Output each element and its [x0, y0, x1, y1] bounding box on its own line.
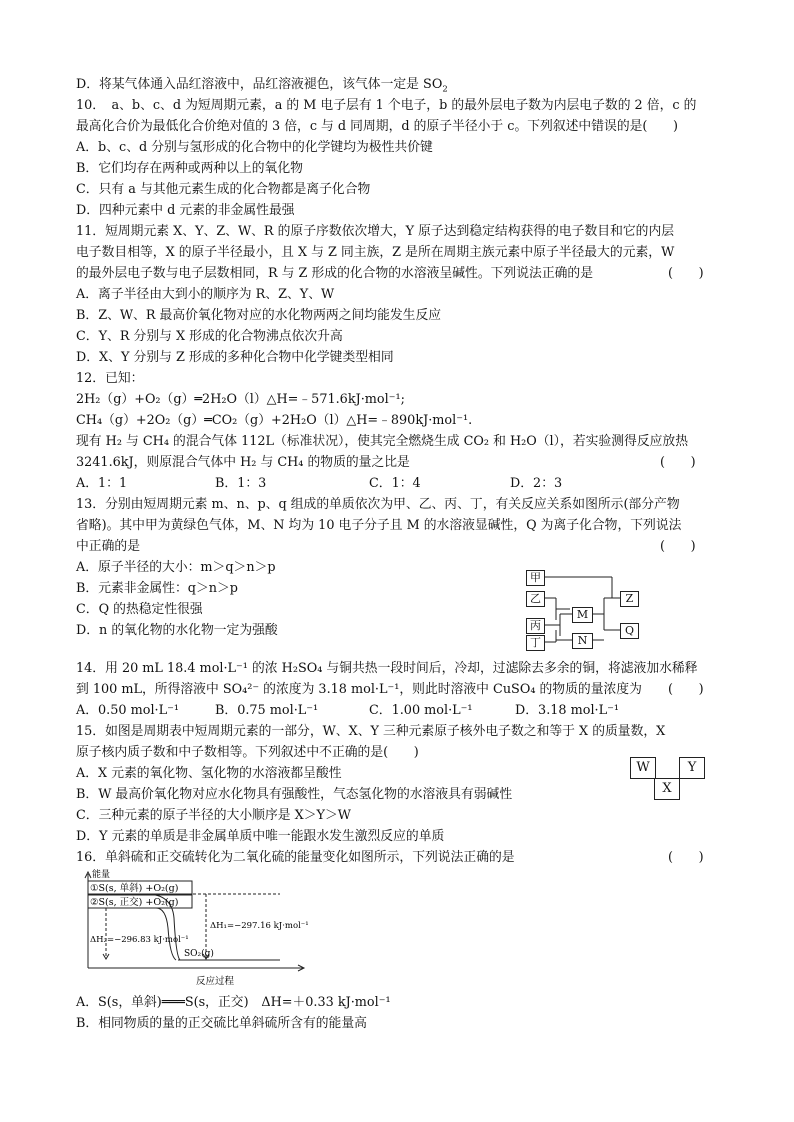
- q15-stem-2: 原子核内质子数和中子数相等。下列叙述中不正确的是( ): [76, 745, 419, 760]
- q10-option-b: B．它们均存在两种或两种以上的氧化物: [76, 161, 303, 176]
- level-1-label: ①S(s, 单斜) +O₂(g): [90, 883, 179, 894]
- q13-option-b: B．元素非金属性：q＞n＞p: [76, 581, 238, 596]
- q15-option-b: B．W 最高价氧化物对应水化物具有强酸性，气态氢化物的水溶液具有弱碱性: [76, 787, 513, 802]
- level-2-label: ②S(s, 正交) +O₂(g): [90, 897, 179, 908]
- q13-option-a: A．原子半径的大小：m＞q＞n＞p: [76, 560, 276, 575]
- q12-stem-1: 12．已知：: [76, 371, 144, 386]
- q16-option-b: B．相同物质的量的正交硫比单斜硫所含有的能量高: [76, 1016, 367, 1031]
- q11-stem-1: 11．短周期元素 X、Y、Z、W、R 的原子序数依次增大，Y 原子达到稳定结构获得的电子数目和它的内层: [76, 224, 675, 239]
- q10-stem-2: 最高化合价为最低化合价绝对值的 3 倍，c 与 d 同周期，d 的原子半径小于 c。下列叙述中错误的是( ): [76, 119, 678, 134]
- q11-option-c: C．Y、R 分别与 X 形成的化合物沸点依次升高: [76, 329, 343, 344]
- q14-option-a: A．0.50 mol·L⁻¹: [76, 703, 179, 718]
- q10-option-d: D．四种元素中 d 元素的非金属性最强: [76, 203, 295, 218]
- box-ding: 丁: [526, 635, 545, 651]
- q14-option-c: C．1.00 mol·L⁻¹: [369, 703, 473, 718]
- box-jia: 甲: [526, 570, 545, 586]
- q13-answer-paren: ( ): [660, 539, 696, 554]
- q11-option-a: A．离子半径由大到小的顺序为 R、Z、Y、W: [76, 287, 335, 302]
- q12-equation-1: 2H₂（g）+O₂（g）═2H₂O（l）△H=﹣571.6kJ·mol⁻¹;: [76, 392, 405, 407]
- q13-stem-2: 省略)。其中甲为黄绿色气体，M、N 均为 10 电子分子且 M 的水溶液显碱性，Q 为离子化合物，下列说法: [76, 518, 682, 533]
- cell-w: W: [630, 757, 656, 779]
- q15-stem-1: 15．如图是周期表中短周期元素的一部分，W、X、Y 三种元素原子核外电子数之和等于 X 的质量数，X: [76, 724, 666, 739]
- q12-option-b: B．1：3: [215, 476, 267, 491]
- q11-stem-3: 的最外层电子数与电子层数相同，R 与 Z 形成的化合物的水溶液呈碱性。下列说法正确的是: [76, 266, 594, 281]
- q16-energy-diagram: [76, 868, 316, 990]
- q14-stem-1: 14．用 20 mL 18.4 mol·L⁻¹ 的浓 H₂SO₄ 与铜共热一段时间后，冷却，过滤除去多余的铜，将滤液加水稀释: [76, 661, 698, 676]
- dh2-label: ΔH₂=−296.83 kJ·mol⁻¹: [90, 935, 189, 945]
- q10-option-c: C．只有 a 与其他元素生成的化合物都是离子化合物: [76, 182, 371, 197]
- q15-option-a: A．X 元素的氧化物、氢化物的水溶液都呈酸性: [76, 766, 342, 781]
- q12-answer-paren: ( ): [660, 455, 696, 470]
- q16-stem-1: 16．单斜硫和正交硫转化为二氧化硫的能量变化如图所示，下列说法正确的是: [76, 850, 515, 865]
- q14-option-b: B．0.75 mol·L⁻¹: [215, 703, 319, 718]
- box-m: M: [572, 607, 593, 623]
- q13-option-d: D．n 的氧化物的水化物一定为强酸: [76, 623, 278, 638]
- q12-equation-2: CH₄（g）+2O₂（g）═CO₂（g）+2H₂O（l）△H=﹣890kJ·mol⁻¹.: [76, 413, 473, 428]
- q12-option-a: A．1：1: [76, 476, 128, 491]
- q16-answer-paren: ( ): [668, 850, 704, 865]
- q12-stem-3: 3241.6kJ，则原混合气体中 H₂ 与 CH₄ 的物质的量之比是: [76, 455, 410, 470]
- q14-stem-2: 到 100 mL，所得溶液中 SO₄²⁻ 的浓度为 3.18 mol·L⁻¹，则此时溶液中 CuSO₄ 的物质的量浓度为: [76, 682, 642, 697]
- q15-option-d: D．Y 元素的单质是非金属单质中唯一能跟水发生激烈反应的单质: [76, 829, 445, 844]
- q16-option-a: A．S(s，单斜)═══S(s，正交) ΔH=＋0.33 kJ·mol⁻¹: [76, 995, 391, 1010]
- cell-y: Y: [679, 757, 705, 779]
- q13-stem-1: 13．分别由短周期元素 m、n、p、q 组成的单质依次为甲、乙、丙、丁，有关反应关系如图所示(部分产物: [76, 497, 680, 512]
- q9-option-d: D．将某气体通入品红溶液中，品红溶液褪色，该气体一定是 $SO_2$: [76, 77, 448, 95]
- product-label: SO₂(g): [184, 949, 214, 959]
- dh1-label: ΔH₁=−297.16 kJ·mol⁻¹: [210, 921, 309, 931]
- q15-option-c: C．三种元素的原子半径的大小顺序是 X＞Y＞W: [76, 808, 351, 823]
- q12-option-d: D．2：3: [510, 476, 563, 491]
- box-bing: 丙: [526, 618, 545, 634]
- energy-axis-label: 能量: [92, 870, 111, 880]
- q11-option-b: B．Z、W、R 最高价氧化物对应的水化物两两之间均能发生反应: [76, 308, 442, 323]
- cell-x: X: [654, 778, 680, 800]
- q13-reaction-diagram: [522, 568, 642, 652]
- q14-answer-paren: ( ): [668, 682, 704, 697]
- q12-option-c: C．1：4: [369, 476, 421, 491]
- box-yi: 乙: [526, 591, 545, 607]
- q11-option-d: D．X、Y 分别与 Z 形成的多种化合物中化学键类型相同: [76, 350, 394, 365]
- q13-stem-3: 中正确的是: [76, 539, 140, 554]
- q13-option-c: C．Q 的热稳定性很强: [76, 602, 203, 617]
- q10-stem-1: 10． a、b、c、d 为短周期元素，a 的 M 电子层有 1 个电子，b 的最外层电子数为内层电子数的 2 倍，c 的: [76, 98, 697, 113]
- box-n: N: [572, 633, 593, 649]
- x-axis-label: 反应过程: [196, 976, 235, 987]
- q11-stem-2: 电子数目相等，X 的原子半径最小，且 X 与 Z 同主族，Z 是所在周期主族元素中原子半径最大的元素，W: [76, 245, 675, 260]
- curve-2: [156, 908, 176, 960]
- q11-answer-paren: ( ): [668, 266, 704, 281]
- box-z: Z: [620, 591, 639, 607]
- q14-option-d: D．3.18 mol·L⁻¹: [515, 703, 619, 718]
- q10-option-a: A．b、c、d 分别与氢形成的化合物中的化学键均为极性共价键: [76, 140, 433, 155]
- box-q: Q: [620, 623, 639, 639]
- q12-stem-2: 现有 H₂ 与 CH₄ 的混合气体 112L（标准状况），使其完全燃烧生成 CO₂ 和 H₂O（l），若实验测得反应放热: [76, 434, 689, 449]
